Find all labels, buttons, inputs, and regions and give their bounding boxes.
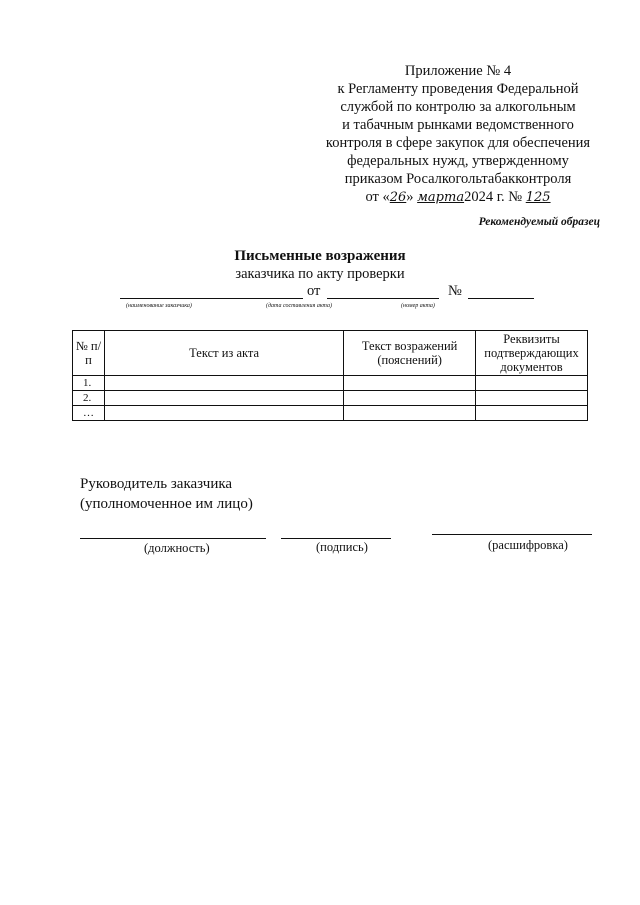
signer-block [80, 474, 253, 514]
position-line [80, 538, 266, 539]
table-cell[interactable] [104, 376, 343, 391]
act-number-line [468, 298, 534, 299]
date-mid: » [406, 189, 414, 205]
appendix-line: к Регламенту проведения Федеральной [337, 81, 579, 97]
customer-name-line [120, 298, 303, 299]
decoding-label: (расшифровка) [488, 538, 568, 552]
appendix-line: и табачным рынками ведомственного [342, 117, 574, 133]
table-row [73, 406, 588, 421]
number-sign: № [448, 283, 462, 299]
table-cell[interactable] [476, 391, 588, 406]
header-cell-objection-text: Текст возражений (пояснений) [344, 331, 476, 376]
act-date-line [327, 298, 439, 299]
document-subtitle: заказчика по акту проверки [235, 266, 405, 282]
order-number-handwritten: 125 [525, 190, 551, 205]
appendix-line: службой по контролю за алкогольным [340, 99, 576, 115]
table-cell[interactable] [344, 406, 476, 421]
appendix-line: контроля в сфере закупок для обеспечения [325, 135, 591, 151]
appendix-line: Приложение № 4 [404, 63, 512, 79]
header-cell-number: № п/п [73, 331, 105, 376]
appendix-line: приказом Росалкогольтабакконтроля [344, 171, 572, 187]
from-label: от [307, 283, 321, 299]
row-number: 1. [73, 376, 105, 391]
signer-subtitle: (уполномоченное им лицо) [80, 496, 253, 512]
signer-title: Руководитель заказчика [80, 476, 233, 492]
table-row [73, 376, 588, 391]
appendix-line: федеральных нужд, утвержденному [347, 153, 569, 169]
hint-act-date: (дата составления акта) [266, 303, 332, 309]
table-cell[interactable] [476, 406, 588, 421]
date-month-handwritten: марта [417, 190, 465, 205]
date-day-handwritten: 26 [389, 190, 407, 205]
document-title: Письменные возражения [234, 248, 406, 264]
signature-line [281, 538, 391, 539]
position-label: (должность) [144, 541, 210, 555]
appendix-date-line [300, 188, 616, 207]
table-cell[interactable] [104, 391, 343, 406]
row-number: 2. [73, 391, 105, 406]
appendix-header [300, 62, 616, 207]
row-number: … [73, 406, 105, 421]
date-year: 2024 г. № [464, 189, 526, 205]
decoding-line [432, 534, 592, 535]
table-cell[interactable] [344, 391, 476, 406]
hint-act-number: (номер акта) [401, 303, 435, 309]
header-cell-documents: Реквизиты подтверждающих документов [476, 331, 588, 376]
date-prefix: от « [365, 189, 390, 205]
signature-label: (подпись) [316, 540, 368, 554]
header-cell-act-text: Текст из акта [104, 331, 343, 376]
objections-table [72, 330, 588, 421]
table-cell[interactable] [476, 376, 588, 391]
table-cell[interactable] [104, 406, 343, 421]
table-cell[interactable] [344, 376, 476, 391]
table-header-row [73, 331, 588, 376]
recommended-sample-label: Рекомендуемый образец [478, 216, 600, 228]
table-row [73, 391, 588, 406]
hint-customer-name: (наименование заказчика) [126, 303, 192, 309]
